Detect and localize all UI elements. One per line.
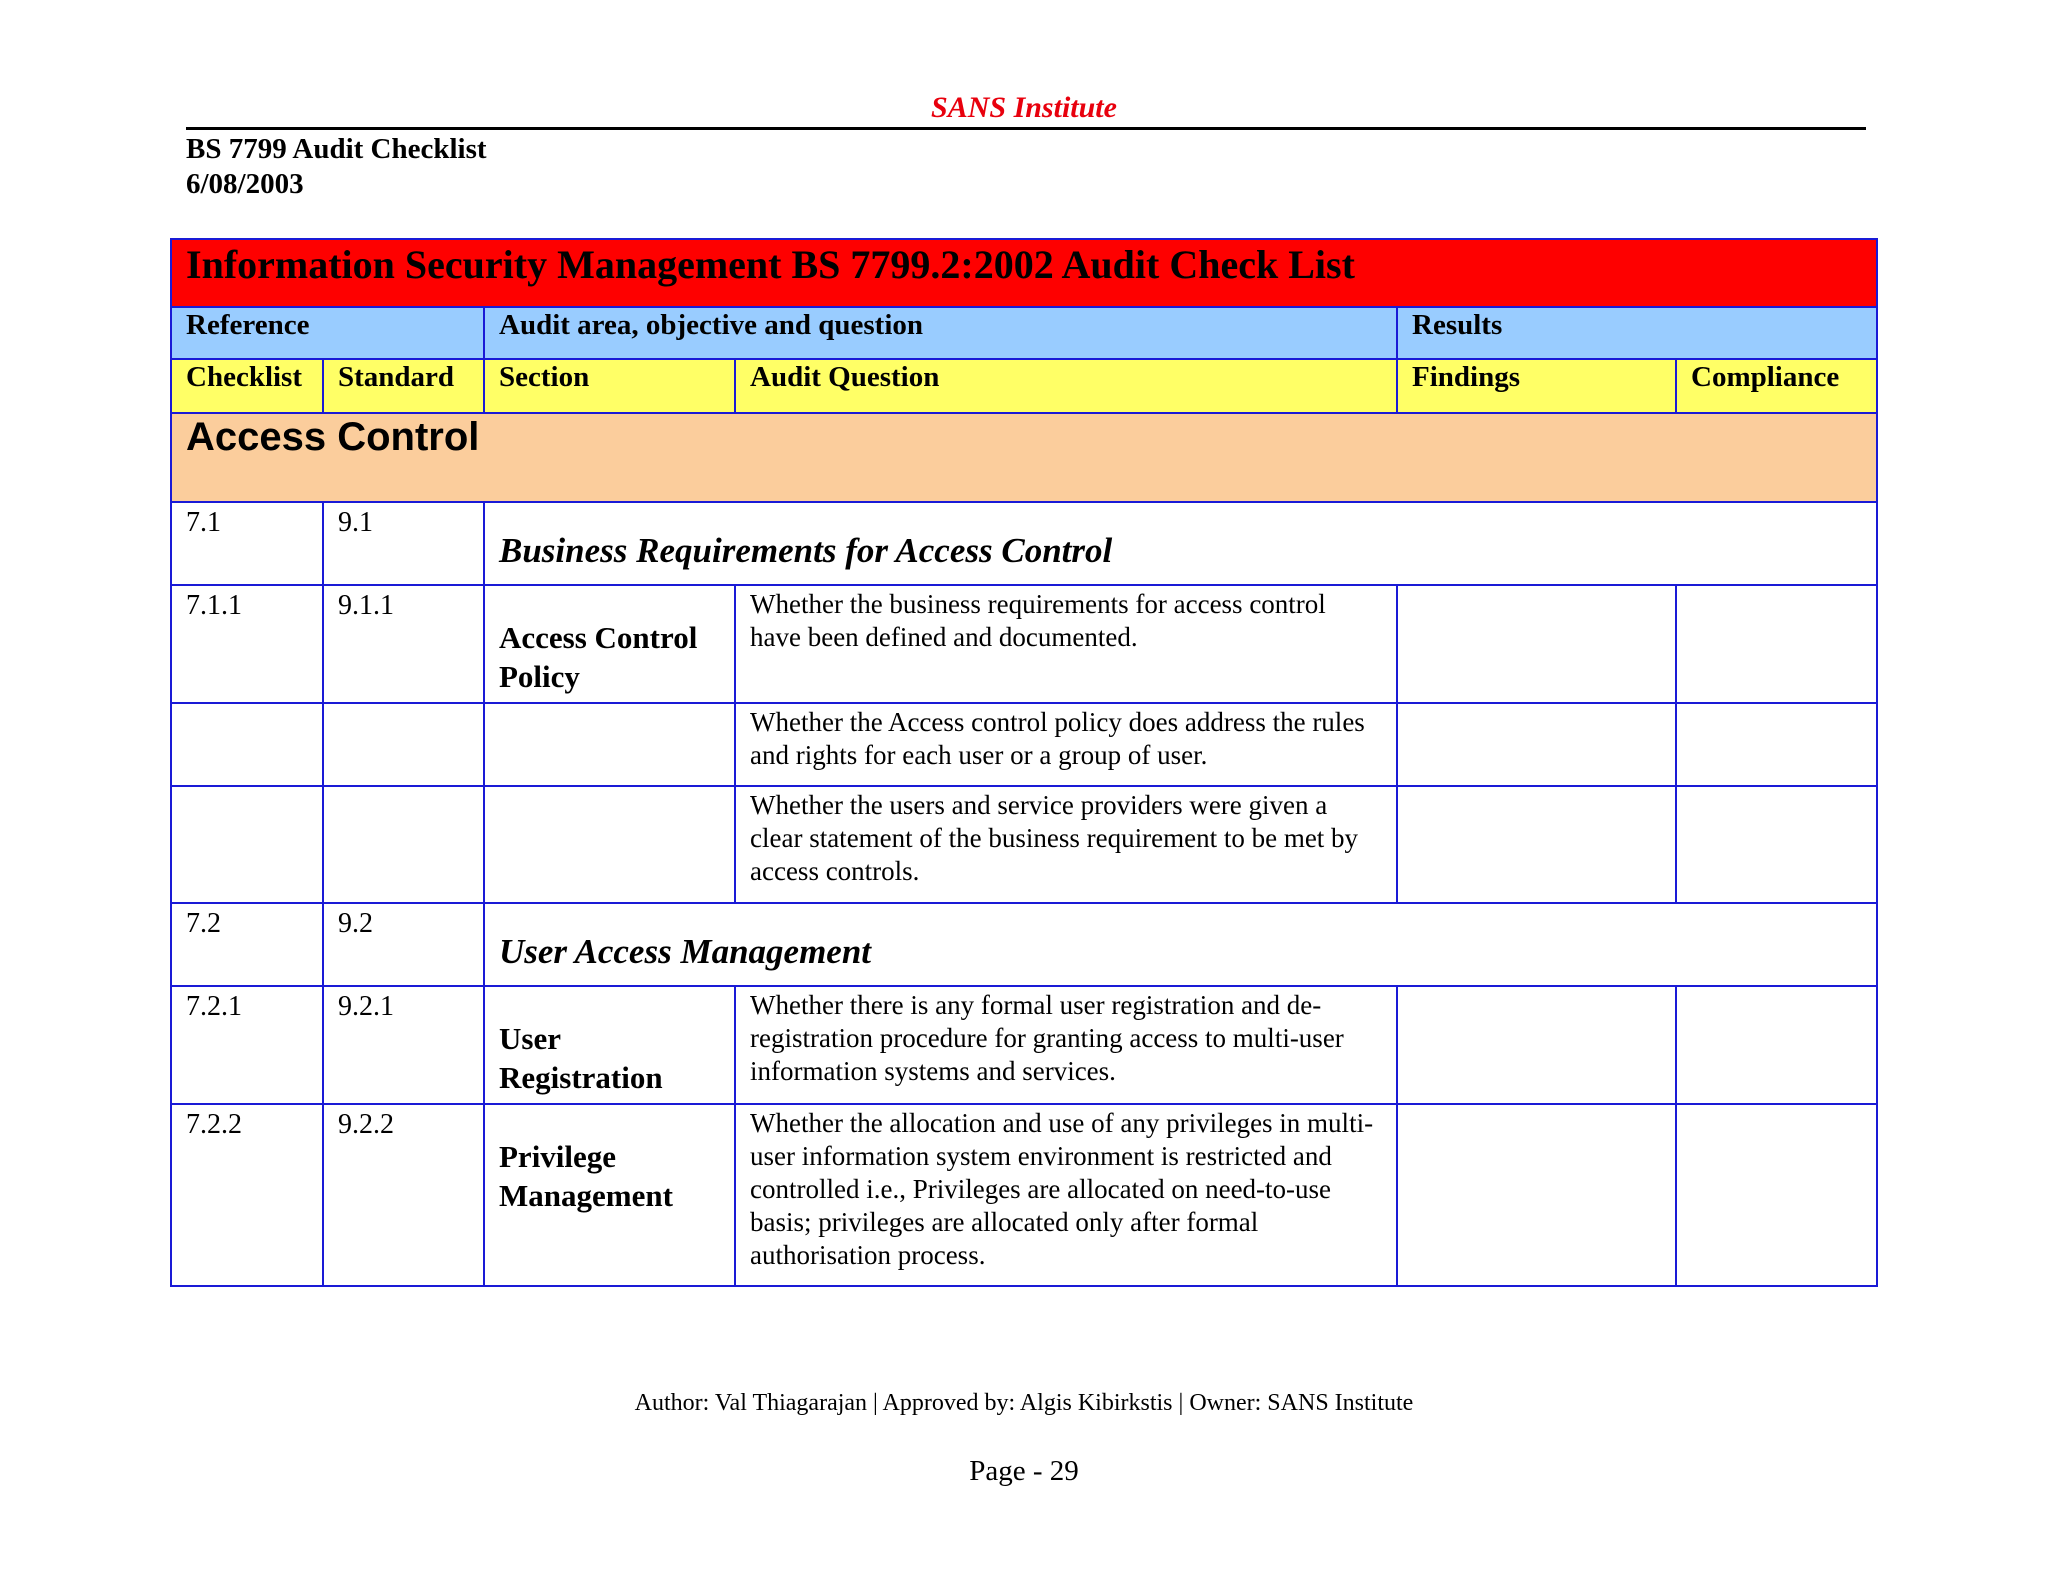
checklist-cell: 7.1.1 (171, 585, 323, 703)
findings-cell[interactable] (1397, 786, 1676, 903)
section-cell (484, 703, 735, 786)
table-row (171, 502, 1877, 585)
audit-question-cell: Whether the users and service providers were given a clear statement of the business requirement to be met by access controls. (735, 786, 1397, 903)
audit-question-header: Audit Question (735, 359, 1397, 413)
findings-cell[interactable] (1397, 703, 1676, 786)
reference-header: Reference (171, 307, 484, 359)
compliance-cell[interactable] (1676, 1104, 1877, 1286)
standard-header: Standard (323, 359, 484, 413)
audit-question-cell: Whether the business requirements for access control have been defined and documented. (735, 585, 1397, 703)
header-rule (186, 127, 1866, 130)
findings-cell[interactable] (1397, 585, 1676, 703)
subsection-title: Business Requirements for Access Control (484, 502, 1877, 585)
standard-cell (323, 703, 484, 786)
institute-name: SANS Institute (931, 91, 1117, 124)
table-row (171, 585, 1877, 703)
standard-cell (323, 786, 484, 903)
group-header-row (171, 307, 1877, 359)
audit-checklist-table (170, 238, 1878, 1287)
checklist-cell: 7.2 (171, 903, 323, 986)
section-cell: Privilege Management (484, 1104, 735, 1286)
document-date: 6/08/2003 (186, 168, 304, 200)
standard-cell: 9.1.1 (323, 585, 484, 703)
standard-cell: 9.1 (323, 502, 484, 585)
table-title: Information Security Management BS 7799.2:2002 Audit Check List (171, 239, 1877, 307)
compliance-cell[interactable] (1676, 986, 1877, 1104)
table-row (171, 1104, 1877, 1286)
audit-question-cell: Whether the Access control policy does address the rules and rights for each user or a group of user. (735, 703, 1397, 786)
compliance-header: Compliance (1676, 359, 1877, 413)
section-cell (484, 786, 735, 903)
results-header: Results (1397, 307, 1877, 359)
compliance-cell[interactable] (1676, 703, 1877, 786)
findings-header: Findings (1397, 359, 1676, 413)
document-title: BS 7799 Audit Checklist (186, 133, 487, 165)
compliance-cell[interactable] (1676, 585, 1877, 703)
standard-cell: 9.2.2 (323, 1104, 484, 1286)
footer-author-line: Author: Val Thiagarajan | Approved by: Algis Kibirkstis | Owner: SANS Institute (634, 1390, 1414, 1416)
table-row (171, 903, 1877, 986)
table-row (171, 986, 1877, 1104)
checklist-cell (171, 703, 323, 786)
findings-cell[interactable] (1397, 986, 1676, 1104)
checklist-cell: 7.2.1 (171, 986, 323, 1104)
standard-cell: 9.2.1 (323, 986, 484, 1104)
compliance-cell[interactable] (1676, 786, 1877, 903)
findings-cell[interactable] (1397, 1104, 1676, 1286)
section-cell: User Registration (484, 986, 735, 1104)
checklist-cell: 7.2.2 (171, 1104, 323, 1286)
area-title: Access Control (171, 413, 1877, 502)
checklist-cell (171, 786, 323, 903)
checklist-cell: 7.1 (171, 502, 323, 585)
table-row (171, 703, 1877, 786)
audit-area-header: Audit area, objective and question (484, 307, 1397, 359)
standard-cell: 9.2 (323, 903, 484, 986)
audit-question-cell: Whether the allocation and use of any privileges in multi-user information system environment is restricted and controlled i.e., Privileges are allocated on need-to-use basis; privileges are allocated only after formal authorisation process. (735, 1104, 1397, 1286)
section-header: Section (484, 359, 735, 413)
table-row (171, 786, 1877, 903)
table-title-row (171, 239, 1877, 307)
checklist-header: Checklist (171, 359, 323, 413)
column-header-row (171, 359, 1877, 413)
audit-question-cell: Whether there is any formal user registration and de-registration procedure for granting access to multi-user information systems and services. (735, 986, 1397, 1104)
area-row (171, 413, 1877, 502)
subsection-title: User Access Management (484, 903, 1877, 986)
section-cell: Access Control Policy (484, 585, 735, 703)
page-number: Page - 29 (969, 1455, 1079, 1487)
